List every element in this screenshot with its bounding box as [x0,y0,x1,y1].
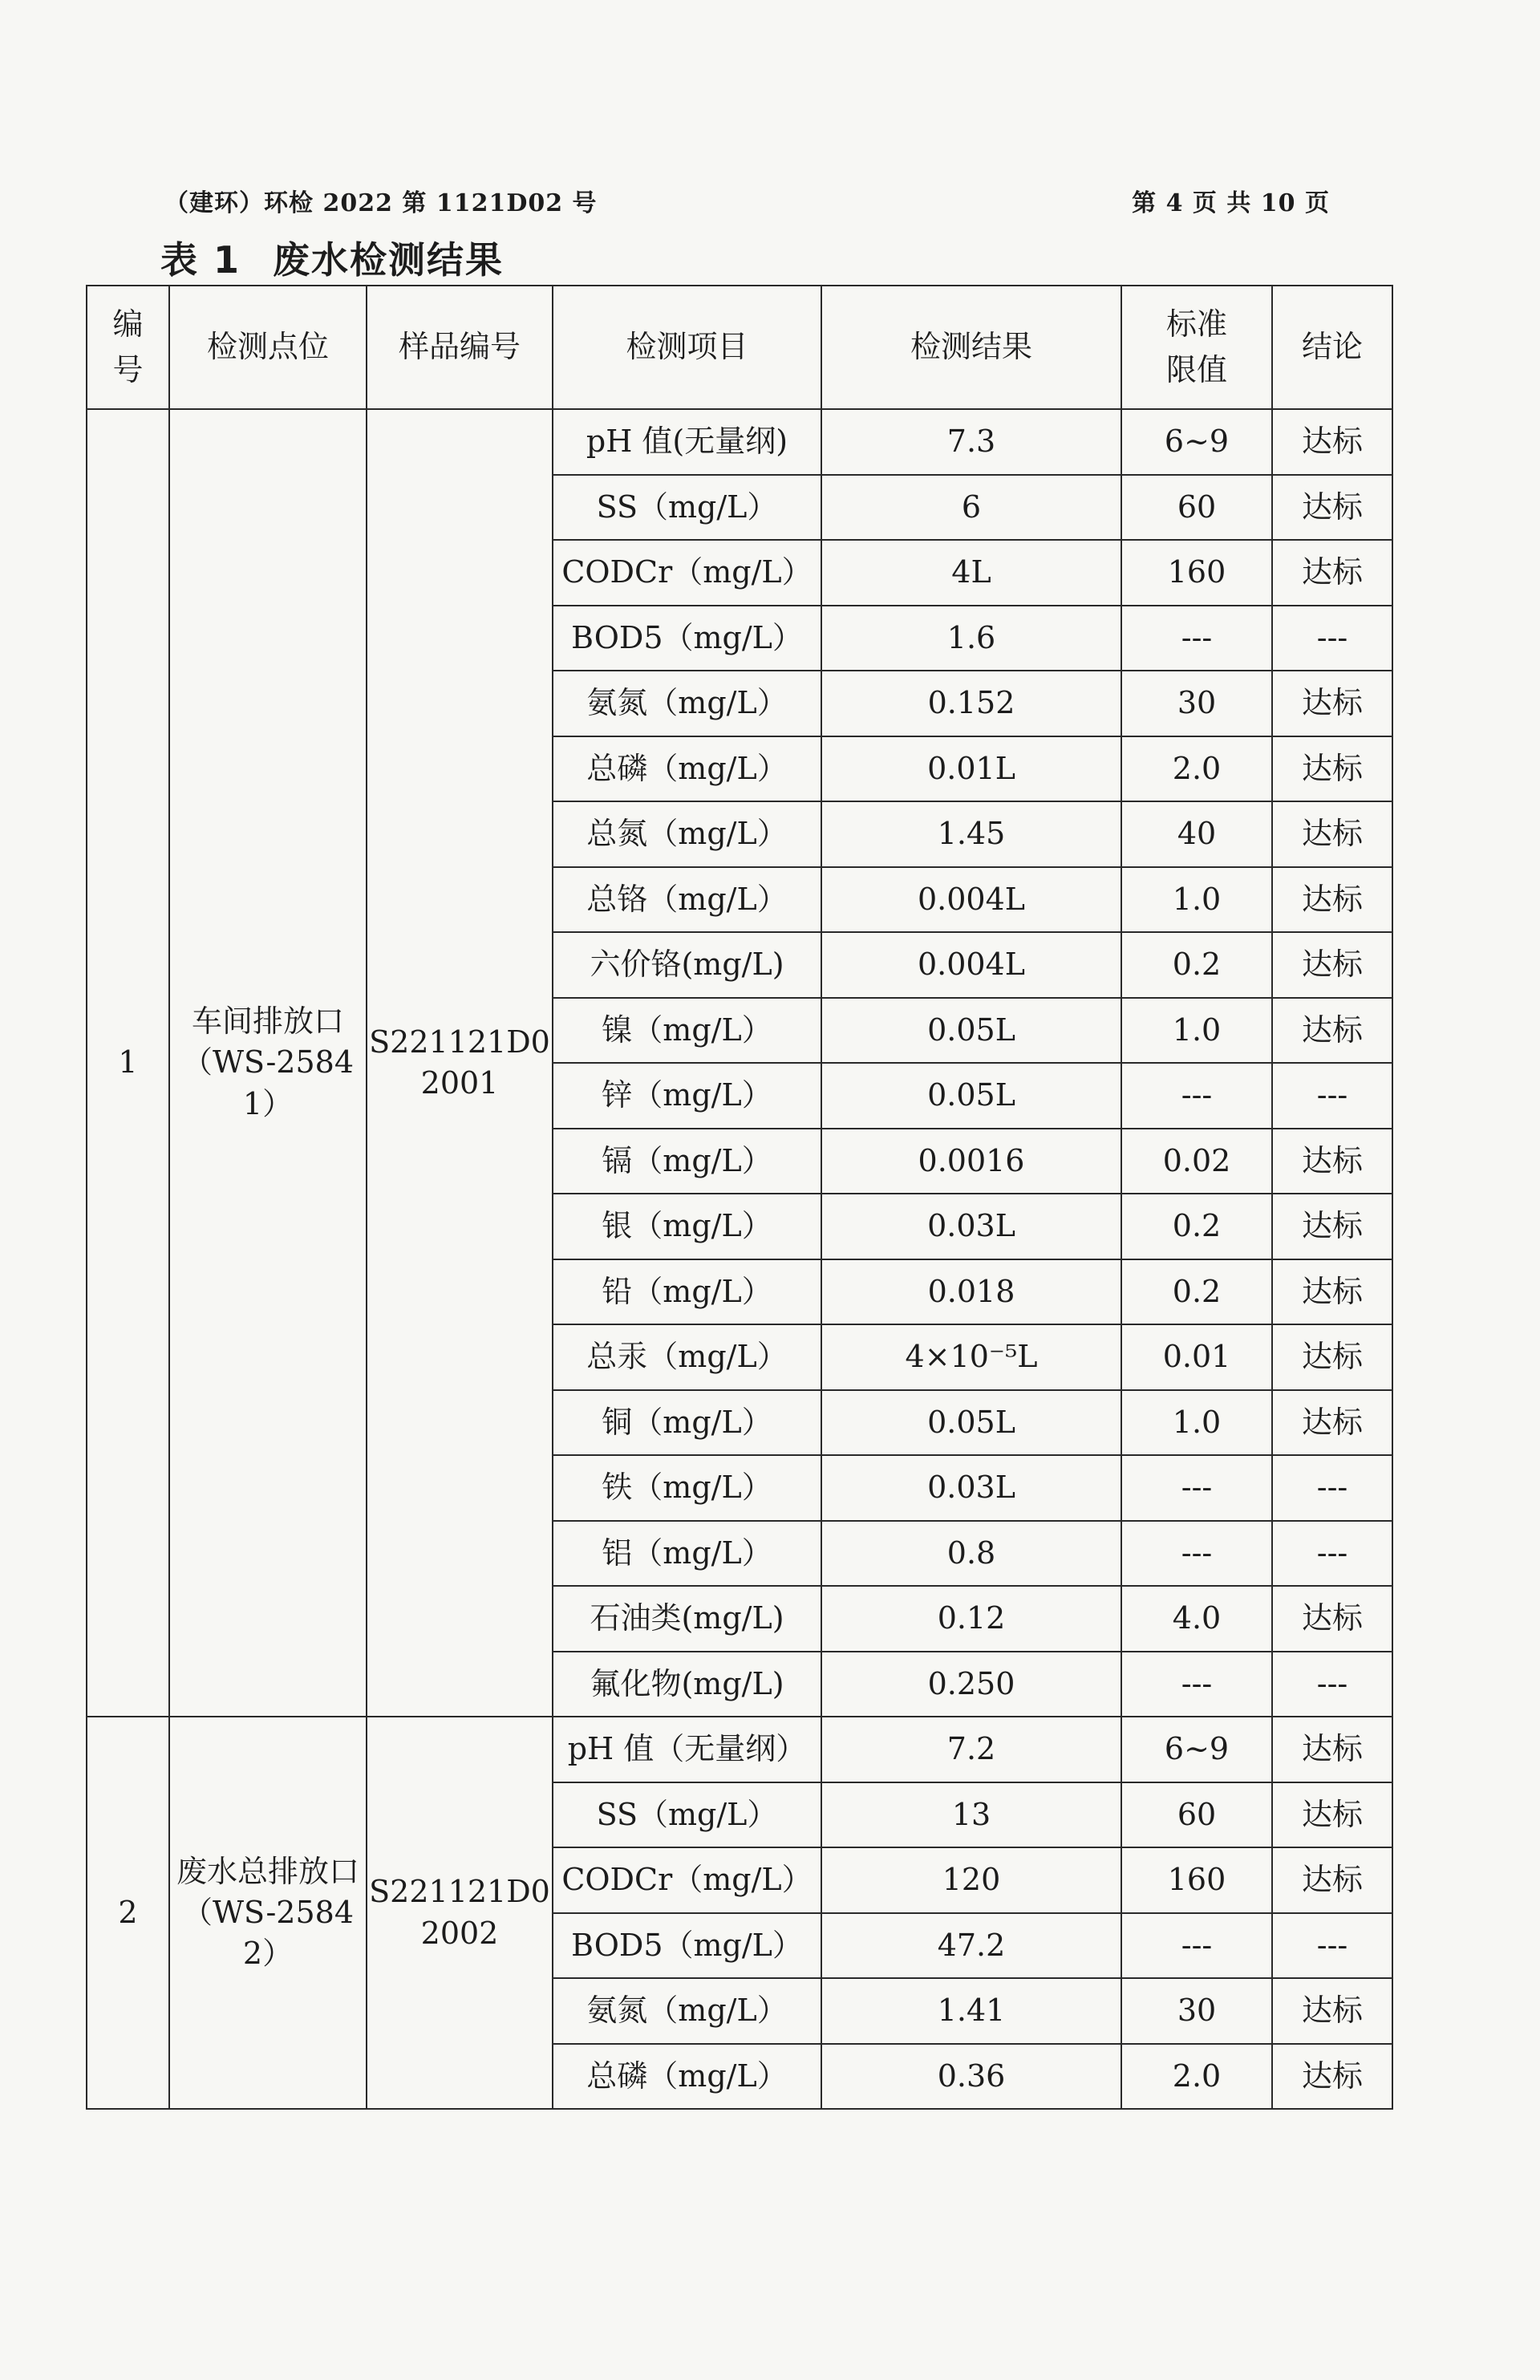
test-result: 0.004L [821,932,1121,998]
conclusion: 达标 [1272,1324,1392,1390]
conclusion: 达标 [1272,1259,1392,1325]
test-result: 0.03L [821,1455,1121,1521]
test-item: 氨氮（mg/L） [553,671,821,736]
header-result: 检测结果 [821,286,1121,409]
standard-limit: --- [1121,1652,1272,1717]
test-item: BOD5（mg/L） [553,606,821,671]
conclusion: --- [1272,1455,1392,1521]
table-body [87,409,1392,2109]
conclusion: 达标 [1272,540,1392,606]
header-site: 检测点位 [169,286,367,409]
test-result: 47.2 [821,1913,1121,1979]
wastewater-results-table [86,285,1393,2110]
monitoring-site: 车间排放口（WS-25841） [169,409,367,1717]
standard-limit: 0.01 [1121,1324,1272,1390]
conclusion: 达标 [1272,867,1392,933]
standard-limit: 30 [1121,1978,1272,2044]
test-result: 0.05L [821,1390,1121,1456]
standard-limit: 6~9 [1121,409,1272,475]
test-item: CODCr（mg/L） [553,540,821,606]
page-info: 第 4 页 共 10 页 [1132,189,1330,217]
standard-limit: 1.0 [1121,998,1272,1064]
standard-limit: 1.0 [1121,1390,1272,1456]
test-result: 1.6 [821,606,1121,671]
table-number: 表 1 [160,238,241,282]
table-row [87,1717,1392,1782]
standard-limit: 160 [1121,1847,1272,1913]
test-item: 氟化物(mg/L) [553,1652,821,1717]
test-item: pH 值(无量纲) [553,409,821,475]
report-header [164,183,1330,218]
test-item: 总磷（mg/L） [553,736,821,802]
test-item: SS（mg/L） [553,475,821,541]
test-item: 铝（mg/L） [553,1521,821,1587]
standard-limit: 0.2 [1121,932,1272,998]
test-item: SS（mg/L） [553,1782,821,1848]
test-item: 总汞（mg/L） [553,1324,821,1390]
test-item: 锌（mg/L） [553,1063,821,1129]
conclusion: 达标 [1272,1129,1392,1194]
header-limit: 标准限值 [1121,286,1272,409]
standard-limit: 60 [1121,475,1272,541]
test-result: 0.018 [821,1259,1121,1325]
test-result: 7.2 [821,1717,1121,1782]
test-result: 0.152 [821,671,1121,736]
table-header-row [87,286,1392,409]
header-conclusion: 结论 [1272,286,1392,409]
test-result: 7.3 [821,409,1121,475]
conclusion: 达标 [1272,409,1392,475]
standard-limit: 2.0 [1121,2044,1272,2110]
test-result: 0.8 [821,1521,1121,1587]
header-no: 编号 [87,286,169,409]
conclusion: 达标 [1272,1717,1392,1782]
standard-limit: 6~9 [1121,1717,1272,1782]
standard-limit: 40 [1121,801,1272,867]
conclusion: 达标 [1272,1978,1392,2044]
conclusion: 达标 [1272,671,1392,736]
test-result: 0.0016 [821,1129,1121,1194]
standard-limit: 0.2 [1121,1194,1272,1259]
standard-limit: 160 [1121,540,1272,606]
test-item: 总铬（mg/L） [553,867,821,933]
test-item: 总氮（mg/L） [553,801,821,867]
conclusion: --- [1272,606,1392,671]
test-result: 0.12 [821,1586,1121,1652]
standard-limit: 0.2 [1121,1259,1272,1325]
conclusion: 达标 [1272,1194,1392,1259]
test-result: 1.45 [821,801,1121,867]
test-item: 铜（mg/L） [553,1390,821,1456]
standard-limit: 2.0 [1121,736,1272,802]
test-item: pH 值（无量纲） [553,1717,821,1782]
test-item: 镉（mg/L） [553,1129,821,1194]
test-result: 0.004L [821,867,1121,933]
conclusion: 达标 [1272,475,1392,541]
conclusion: 达标 [1272,932,1392,998]
conclusion: 达标 [1272,2044,1392,2110]
test-item: 石油类(mg/L) [553,1586,821,1652]
test-item: 镍（mg/L） [553,998,821,1064]
test-result: 120 [821,1847,1121,1913]
group-number: 1 [87,409,169,1717]
table-row [87,409,1392,475]
conclusion: 达标 [1272,801,1392,867]
test-result: 4×10⁻⁵L [821,1324,1121,1390]
test-item: CODCr（mg/L） [553,1847,821,1913]
test-result: 1.41 [821,1978,1121,2044]
conclusion: 达标 [1272,1782,1392,1848]
conclusion: --- [1272,1652,1392,1717]
conclusion: --- [1272,1521,1392,1587]
test-result: 0.01L [821,736,1121,802]
test-item: 银（mg/L） [553,1194,821,1259]
test-item: 铅（mg/L） [553,1259,821,1325]
standard-limit: 60 [1121,1782,1272,1848]
test-result: 4L [821,540,1121,606]
conclusion: 达标 [1272,1390,1392,1456]
test-result: 0.05L [821,1063,1121,1129]
test-result: 0.05L [821,998,1121,1064]
standard-limit: --- [1121,1521,1272,1587]
test-result: 0.250 [821,1652,1121,1717]
test-result: 13 [821,1782,1121,1848]
standard-limit: 0.02 [1121,1129,1272,1194]
test-result: 0.36 [821,2044,1121,2110]
standard-limit: 30 [1121,671,1272,736]
conclusion: 达标 [1272,998,1392,1064]
conclusion: --- [1272,1913,1392,1979]
sample-id: S221121D02002 [367,1717,553,2109]
header-sample: 样品编号 [367,286,553,409]
table-title [160,231,504,284]
sample-id: S221121D02001 [367,409,553,1717]
standard-limit: --- [1121,1455,1272,1521]
monitoring-site: 废水总排放口（WS-25842） [169,1717,367,2109]
test-item: 总磷（mg/L） [553,2044,821,2110]
report-number: （建环）环检 2022 第 1121D02 号 [164,189,598,217]
conclusion: 达标 [1272,736,1392,802]
standard-limit: 1.0 [1121,867,1272,933]
standard-limit: 4.0 [1121,1586,1272,1652]
conclusion: 达标 [1272,1847,1392,1913]
header-item: 检测项目 [553,286,821,409]
test-item: 氨氮（mg/L） [553,1978,821,2044]
test-item: 六价铬(mg/L) [553,932,821,998]
table-name: 废水检测结果 [273,238,505,282]
test-item: BOD5（mg/L） [553,1913,821,1979]
test-item: 铁（mg/L） [553,1455,821,1521]
conclusion: 达标 [1272,1586,1392,1652]
standard-limit: --- [1121,1063,1272,1129]
group-number: 2 [87,1717,169,2109]
standard-limit: --- [1121,1913,1272,1979]
test-result: 6 [821,475,1121,541]
conclusion: --- [1272,1063,1392,1129]
test-result: 0.03L [821,1194,1121,1259]
standard-limit: --- [1121,606,1272,671]
